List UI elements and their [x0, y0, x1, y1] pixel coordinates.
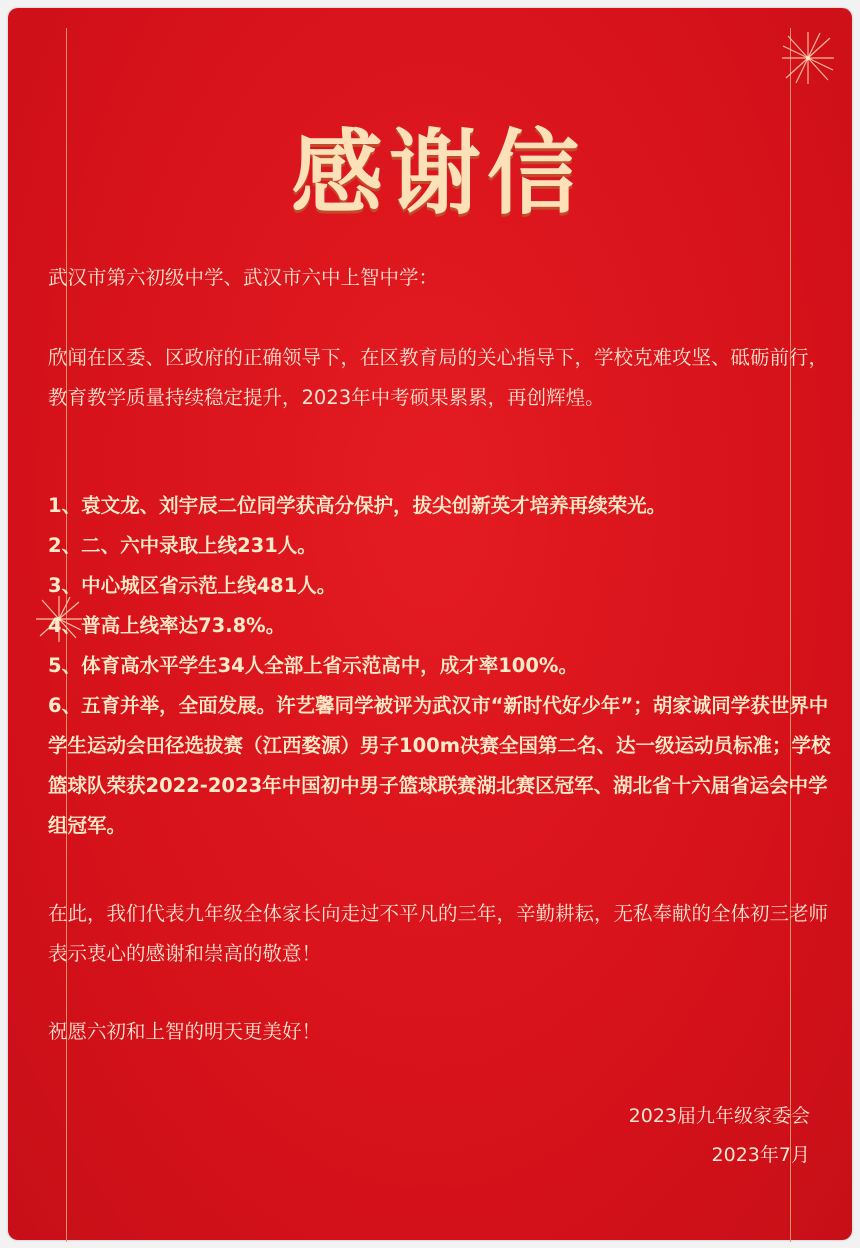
letter-date: 2023年7月	[711, 1144, 810, 1166]
intro-paragraph: 欣闻在区委、区政府的正确领导下，在区教育局的关心指导下，学校克难攻坚、砥砺前行，教育教学质量持续稳定提升，2023年中考硕果累累，再创辉煌。	[48, 346, 829, 409]
achievement-item: 1、袁文龙、刘宇辰二位同学获高分保护，拔尖创新英才培养再续荣光。	[48, 494, 667, 517]
achievement-item: 2、二、六中录取上线231人。	[48, 534, 317, 557]
closing-paragraph: 在此，我们代表九年级全体家长向走过不平凡的三年，辛勤耕耘，无私奉献的全体初三老师表示衷心的感谢和崇高的敬意！	[48, 902, 829, 965]
thank-you-letter	[8, 8, 852, 1240]
achievement-list	[48, 486, 833, 846]
letter-title: 感谢信	[290, 120, 585, 227]
salutation: 武汉市第六初级中学、武汉市六中上智中学：	[48, 266, 439, 289]
achievement-item: 6、五育并举，全面发展。许艺馨同学被评为武汉市“新时代好少年”；胡家诚同学获世界中学生运动会田径选拔赛（江西婺源）男子100m决赛全国第二名、达一级运动员标准；学校篮球队荣获2022-2023年中国初中男子篮球联赛湖北赛区冠军、湖北省十六届省运会中学组冠军。	[48, 694, 831, 837]
signature: 2023届九年级家委会	[628, 1105, 810, 1127]
wish-line: 祝愿六初和上智的明天更美好！	[48, 1020, 322, 1043]
achievement-item: 5、体育高水平学生34人全部上省示范高中，成才率100%。	[48, 654, 578, 677]
firework-icon	[778, 28, 838, 88]
achievement-item: 4、普高上线率达73.8%。	[48, 614, 286, 637]
achievement-item: 3、中心城区省示范上线481人。	[48, 574, 337, 597]
